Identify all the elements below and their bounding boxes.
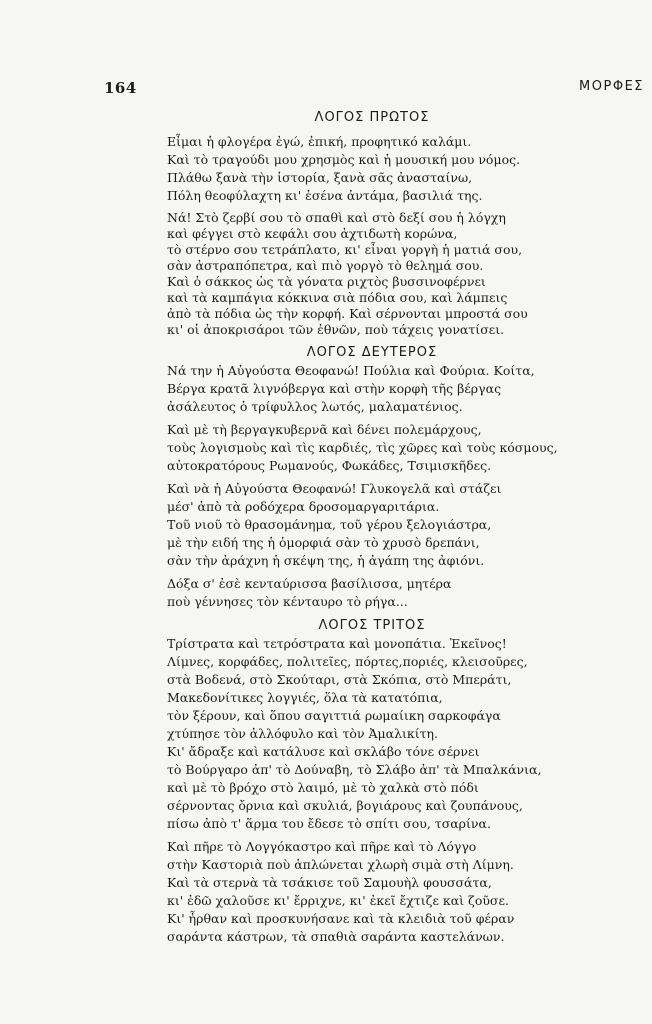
stanza	[167, 421, 607, 475]
verse-line: Μακεδονίτικες λογγιές, ὅλα τὰ κατατόπια,	[167, 690, 443, 705]
verse-line: κι' ἐδῶ χαλοῦσε κι' ἔρριχνε, κι' ἐκεῖ ἔχτιζε καὶ ζοῦσε.	[167, 893, 509, 908]
verse-line: Πόλη θεοφύλαχτη κι' ἐσένα ἀντάμα, βασιλιά της.	[167, 188, 483, 203]
verse-line: Πλάθω ξανὰ τὴν ἱστορία, ξανὰ σᾶς ἀνασταίνω,	[167, 170, 473, 185]
section-title: ΛΟΓΟΣ ΔΕΥΤΕΡΟΣ	[306, 345, 438, 360]
verse-line: κι' οἱ ἀποκρισάροι τῶν ἐθνῶν, ποὺ τάχεις γονατίσει.	[167, 322, 505, 337]
verse-line: Κι' ἄδραξε καὶ κατάλυσε καὶ σκλάβο τόνε σέρνει	[167, 744, 480, 759]
stanza	[167, 133, 607, 205]
verse-line: Τοῦ νιοῦ τὸ θρασομάνημα, τοῦ γέρου ξελογιάστρα,	[167, 517, 492, 532]
verse-line: μέσ' ἀπὸ τὰ ροδόχερα δροσομαργαριτάρια.	[167, 499, 440, 514]
verse-line: Νά την ἡ Αὐγούστα Θεοφανώ! Πούλια καὶ Φούρια. Κοίτα,	[167, 363, 535, 378]
verse-line: ἀσάλευτος ὁ τρίφυλλος λωτός, μαλαματένιος.	[167, 399, 463, 414]
verse-line: τὸν ξέρουν, καὶ ὅπου σαγιττιά ρωμαίικη σαρκοφάγα	[167, 708, 501, 723]
stanza	[167, 635, 607, 833]
stanza	[167, 575, 607, 611]
stanza	[167, 480, 607, 570]
verse-line: Καὶ πῆρε τὸ Λογγόκαστρο καὶ πῆρε καὶ τὸ Λόγγο	[167, 839, 477, 854]
verse-line: σέρνοντας ὄρνια καὶ σκυλιά, βογιάρους καὶ ζουπάνους,	[167, 798, 523, 813]
section-title: ΛΟΓΟΣ ΤΡΙΤΟΣ	[318, 618, 426, 633]
verse-line: Κι' ἦρθαν καὶ προσκυνήσανε καὶ τὰ κλειδιὰ τοῦ φέραν	[167, 911, 515, 926]
verse-line: χτύπησε τὸν ἀλλόφυλο καὶ τὸν Ἀμαλικίτη.	[167, 726, 439, 741]
section-title: ΛΟΓΟΣ ΠΡΩΤΟΣ	[314, 110, 430, 125]
verse-line: Βέργα κρατᾶ λιγνόβεργα καὶ στὴν κορφὴ τῆς βέργας	[167, 381, 502, 396]
verse-line: Νά! Στὸ ζερβί σου τὸ σπαθὶ καὶ στὸ δεξί σου ἡ λόγχη	[167, 210, 506, 225]
verse-line: στὰ Βοδενά, στὸ Σκούταρι, στὰ Σκόπια, στὸ Μπεράτι,	[167, 672, 512, 687]
verse-line: πίσω ἀπὸ τ' ἅρμα του ἔδεσε τὸ σπίτι σου, τσαρίνα.	[167, 816, 491, 831]
stanza	[167, 362, 607, 416]
stanza	[167, 838, 607, 946]
verse-line: Τρίστρατα καὶ τετρόστρατα καὶ μονοπάτια. Ἐκεῖνος!	[167, 636, 507, 651]
running-head: ΜΟΡΦΕΣ	[579, 79, 644, 94]
verse-line: σὰν ἀστραπόπετρα, καὶ πιὸ γοργὸ τὸ θεληµά σου.	[167, 258, 484, 273]
verse-line: τὸ Βούργαρο ἀπ' τὸ Δούναβη, τὸ Σλάβο ἀπ' τὰ Μπαλκάνια,	[167, 762, 542, 777]
verse-line: καὶ φέγγει στὸ κεφάλι σου ἀχτιδωτὴ κορώνα,	[167, 226, 458, 241]
verse-line: καὶ τὰ καμπάγια κόκκινα σιὰ πόδια σου, καὶ λάμπεις	[167, 290, 508, 305]
verse-line: σαράντα κάστρων, τὰ σπαθιὰ σαράντα καστελάνων.	[167, 929, 505, 944]
verse-line: Καὶ νὰ ἡ Αὐγούστα Θεοφανώ! Γλυκογελᾶ καὶ στάζει	[167, 481, 502, 496]
verse-line: Καὶ τὰ στερνὰ τὰ τσάκισε τοῦ Σαμουὴλ φουσσάτα,	[167, 875, 492, 890]
verse-line: μὲ τὴν ειδή της ἡ ὁμορφιά σὰν τὸ χρυσὸ δρεπάνι,	[167, 535, 480, 550]
verse-line: ἀπὸ τὰ πόδια ὡς τὴν κορφή. Καὶ σέρνονται μπροστά σου	[167, 306, 528, 321]
verse-line: Καὶ τὸ τραγούδι μου χρησμὸς καὶ ἡ μουσική μου νόμος.	[167, 152, 521, 167]
verse-line: τοὺς λογισμοὺς καὶ τὶς καρδιές, τὶς χῶρες καὶ τοὺς κόσμους,	[167, 440, 558, 455]
stanza	[167, 210, 607, 338]
verse-line: τὸ στέρνο σου τετράπλατο, κι' εἶναι γοργὴ ἡ ματιά σου,	[167, 242, 523, 257]
verse-line: Δόξα σ' ἐσὲ κενταύρισσα βασίλισσα, μητέρα	[167, 576, 452, 591]
verse-line: σὰν τὴν ἀράχνη ἡ σκέψη της, ἡ ἀγάπη της ἀφιόνι.	[167, 553, 485, 568]
page-number: 164	[104, 79, 137, 97]
verse-line: Εἶμαι ἡ φλογέρα ἐγώ, ἐπική, προφητικό καλάμι.	[167, 134, 472, 149]
verse-line: αὐτοκρατόρους Ρωμανούς, Φωκάδες, Τσιμισκῆδες.	[167, 458, 492, 473]
verse-line: ποὺ γέννησες τὸν κένταυρο τὸ ρήγα...	[167, 594, 408, 609]
verse-line: Καὶ μὲ τὴ βεργαγκυβερνᾶ καὶ δένει πολεμάρχους,	[167, 422, 482, 437]
verse-line: στὴν Καστοριὰ ποὺ ἁπλώνεται χλωρὴ σιμὰ στὴ Λίμνη.	[167, 857, 514, 872]
poem-body	[167, 108, 607, 951]
verse-line: Λίμνες, κορφάδες, πολιτεῖες, πόρτες,ποριές, κλεισοῦρες,	[167, 654, 528, 669]
verse-line: Καὶ ὁ σάκκος ὡς τὰ γόνατα ριχτὸς βυσσινοφέρνει	[167, 274, 486, 289]
verse-line: καὶ μὲ τὸ βρόχο στὸ λαιμό, μὲ τὸ χαλκὰ στὸ πόδι	[167, 780, 479, 795]
